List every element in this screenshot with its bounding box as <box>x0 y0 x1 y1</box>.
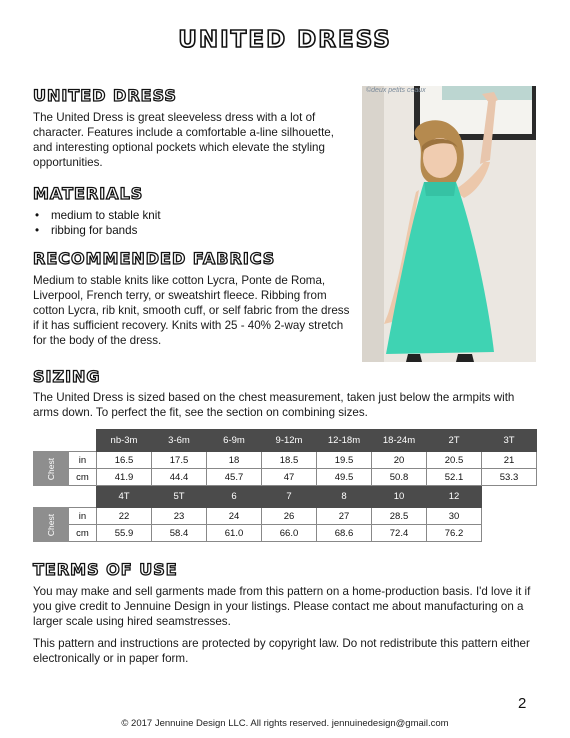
girl-in-dress-illustration <box>362 86 536 362</box>
footer-copyright: © 2017 Jennuine Design LLC. All rights reserved. jennuinedesign@gmail.com <box>121 718 449 729</box>
table-cell: 66.0 <box>262 525 317 542</box>
size-header-row <box>34 430 537 452</box>
table-cell: 52.1 <box>427 469 482 486</box>
size-header: 12-18m <box>317 430 372 452</box>
table-cell: 55.9 <box>97 525 152 542</box>
page-title: UNITED DRESS <box>178 27 392 54</box>
table-cell: 20.5 <box>427 452 482 469</box>
size-header: 3-6m <box>152 430 207 452</box>
unit-label: in <box>69 452 97 469</box>
table-row <box>34 525 537 542</box>
size-header: 2T <box>427 430 482 452</box>
size-header: 4T <box>97 486 152 508</box>
table-cell: 72.4 <box>372 525 427 542</box>
intro-paragraph: The United Dress is great sleeveless dress with a lot of character. Features include a comfortable a-line silhouette, and interesting optional pockets which elevate the styling opportunities. <box>33 111 334 169</box>
table-cell: 18 <box>207 452 262 469</box>
table-cell: 41.9 <box>97 469 152 486</box>
unit-label: in <box>69 508 97 525</box>
table-cell: 16.5 <box>97 452 152 469</box>
table-cell: 21 <box>482 452 537 469</box>
list-item: • medium to stable knit <box>33 208 161 223</box>
table-cell: 24 <box>207 508 262 525</box>
table-row <box>34 508 537 525</box>
table-cell: 76.2 <box>427 525 482 542</box>
table-cell: 19.5 <box>317 452 372 469</box>
table-cell: 28.5 <box>372 508 427 525</box>
size-header: 3T <box>482 430 537 452</box>
chest-label: Chest <box>34 452 69 486</box>
fabrics-heading: RECOMMENDED FABRICS <box>33 249 276 268</box>
table-cell: 18.5 <box>262 452 317 469</box>
table-cell: 27 <box>317 508 372 525</box>
table-cell: 49.5 <box>317 469 372 486</box>
materials-heading: MATERIALS <box>33 184 144 203</box>
terms-heading: TERMS OF USE <box>33 560 178 579</box>
table-cell: 53.3 <box>482 469 537 486</box>
table-cell: 30 <box>427 508 482 525</box>
sizing-paragraph: The United Dress is sized based on the chest measurement, taken just below the armpits with arms down. To perfect the fit, see the section on combining sizes. <box>33 391 515 419</box>
table-row <box>34 452 537 469</box>
size-header-row <box>34 486 537 508</box>
terms-paragraph-1: You may make and sell garments made from this pattern on a home-production basis. I'd love it if you give credit to Jennuine Design in your listings. Please contact me about manufacturing on a larger scale using hired seamstresses. <box>33 585 531 628</box>
sizing-table <box>33 429 537 542</box>
table-cell: 44.4 <box>152 469 207 486</box>
unit-label: cm <box>69 525 97 542</box>
size-header: 10 <box>372 486 427 508</box>
size-header: 6 <box>207 486 262 508</box>
size-header: 12 <box>427 486 482 508</box>
fabrics-paragraph: Medium to stable knits like cotton Lycra, Ponte de Roma, Liverpool, French terry, or sweatshirt fleece. Ribbing from cotton Lycra, rib knit, smooth cuff, or self fabric from the dress if it has sufficient recovery. Knits with 25 - 40% 2-way stretch for the body of the dress. <box>33 274 350 347</box>
table-cell: 61.0 <box>207 525 262 542</box>
table-cell: 47 <box>262 469 317 486</box>
table-cell: 68.6 <box>317 525 372 542</box>
size-header: 7 <box>262 486 317 508</box>
sizing-heading: SIZING <box>33 367 101 386</box>
page-number: 2 <box>518 695 527 712</box>
table-cell: 50.8 <box>372 469 427 486</box>
size-header: 18-24m <box>372 430 427 452</box>
size-header: 9-12m <box>262 430 317 452</box>
table-cell: 17.5 <box>152 452 207 469</box>
product-photo <box>362 86 536 362</box>
unit-label: cm <box>69 469 97 486</box>
table-cell: 22 <box>97 508 152 525</box>
table-cell: 45.7 <box>207 469 262 486</box>
size-header: nb-3m <box>97 430 152 452</box>
photo-watermark: ©deux petits ceaux <box>366 87 426 94</box>
intro-heading: UNITED DRESS <box>33 86 177 105</box>
size-header: 6-9m <box>207 430 262 452</box>
table-cell: 23 <box>152 508 207 525</box>
table-row <box>34 469 537 486</box>
chest-label: Chest <box>34 508 69 542</box>
table-cell: 58.4 <box>152 525 207 542</box>
materials-list <box>33 208 161 238</box>
size-header: 5T <box>152 486 207 508</box>
table-cell: 20 <box>372 452 427 469</box>
size-header: 8 <box>317 486 372 508</box>
table-cell: 26 <box>262 508 317 525</box>
list-item: • ribbing for bands <box>33 223 161 238</box>
terms-paragraph-2: This pattern and instructions are protected by copyright law. Do not redistribute this pattern either electronically or in paper form. <box>33 637 530 665</box>
